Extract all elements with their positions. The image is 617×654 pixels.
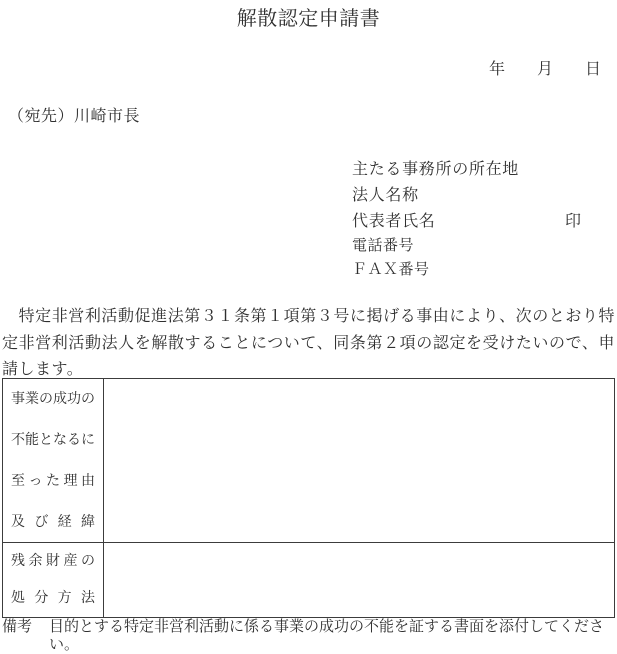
day-label: 日 <box>584 61 601 78</box>
applicant-field-fax-number <box>352 259 617 283</box>
date-line <box>489 56 601 79</box>
month-label: 月 <box>536 61 553 78</box>
field-label: 電話番号 <box>352 238 415 254</box>
addressee-line: （宛先）川崎市長 <box>8 108 141 125</box>
remarks-text: 目的とする特定非営利活動に係る事業の成功の不能を証する書面を添付してください。 <box>49 619 605 653</box>
header-line: 至った理由 <box>11 474 95 489</box>
remarks-note <box>2 619 615 654</box>
table-row-header-residual-assets <box>3 543 104 617</box>
applicant-field-corporation-name <box>352 183 617 209</box>
header-line: 及び経緯 <box>11 515 95 530</box>
seal-mark: 印 <box>565 213 582 230</box>
year-label: 年 <box>488 61 505 78</box>
header-line: 処分方法 <box>11 591 95 606</box>
applicant-block <box>352 157 617 282</box>
applicant-field-phone-number <box>352 235 617 259</box>
applicant-field-office-address <box>352 157 617 183</box>
remarks-label: 備考 <box>2 619 33 635</box>
table-cell-failure-reason-value <box>104 379 614 543</box>
field-label: 法人名称 <box>352 187 419 204</box>
table-row-header-failure-reason <box>3 379 104 543</box>
header-line: 不能となるに <box>11 433 95 448</box>
field-label: ＦＡＸ番号 <box>352 261 430 278</box>
field-label: 代表者氏名 <box>352 213 436 230</box>
field-label: 主たる事務所の所在地 <box>352 161 520 178</box>
dissolution-detail-table <box>2 378 615 618</box>
document-title: 解散認定申請書 <box>236 8 381 30</box>
body-paragraph: 特定非営利活動促進法第３１条第１項第３号に掲げる事由により、次のとおり特定非営利活動法人を解散することについて、同条第２項の認定を受けたいので、申請します。 <box>2 308 615 378</box>
table-cell-residual-assets-value <box>104 543 614 617</box>
applicant-field-representative-name <box>352 209 617 235</box>
header-line: 残余財産の <box>11 554 95 569</box>
header-line: 事業の成功の <box>11 392 95 407</box>
